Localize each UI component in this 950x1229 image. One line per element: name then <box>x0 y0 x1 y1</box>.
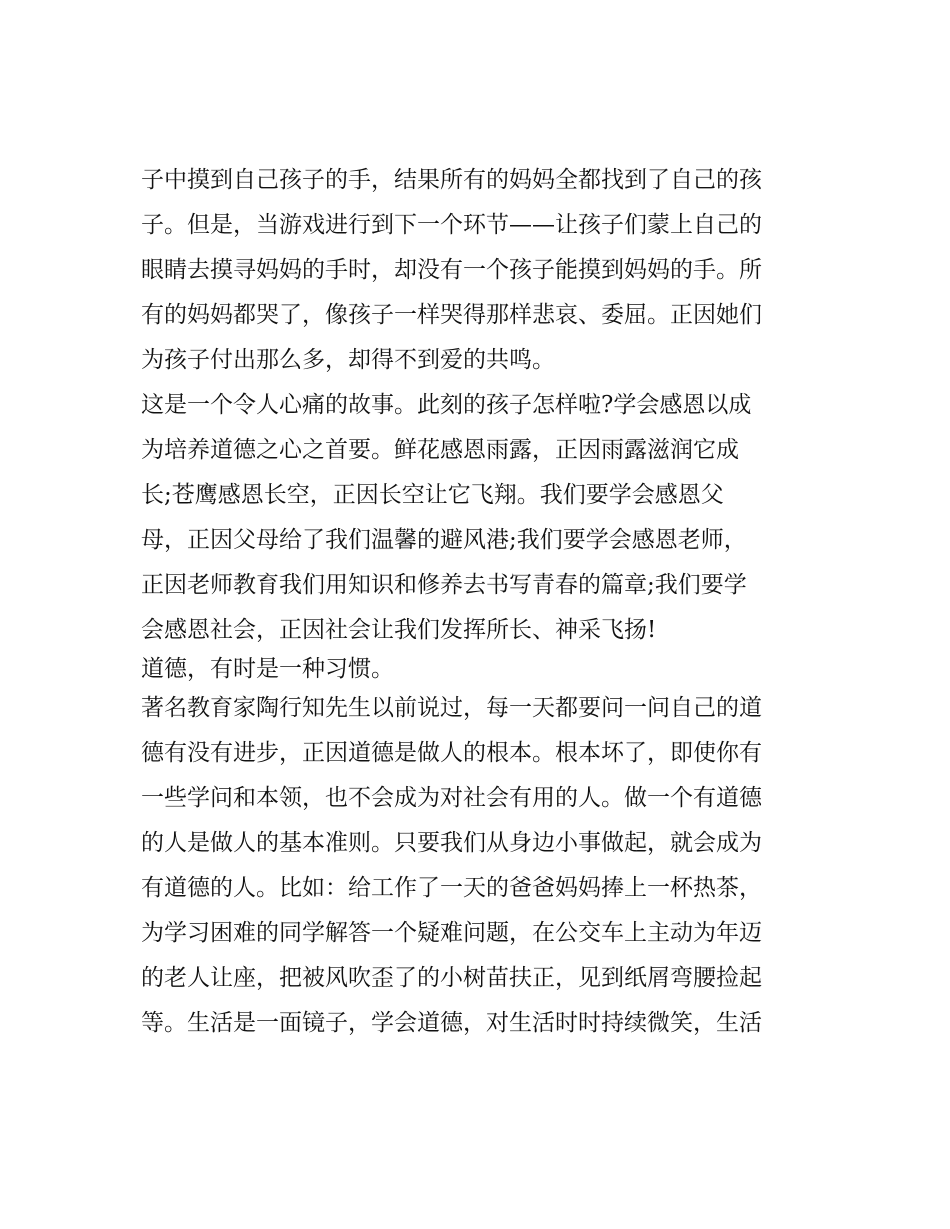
text-line: 这是一个令人心痛的故事。此刻的孩子怎样啦?学会感恩以成 <box>141 392 752 418</box>
text-line: 有的妈妈都哭了，像孩子一样哭得那样悲哀、委屈。正因她们 <box>141 302 762 328</box>
text-line: 子中摸到自己孩子的手，结果所有的妈妈全都找到了自己的孩 <box>141 167 762 193</box>
text-line: 长;苍鹰感恩长空，正因长空让它飞翔。我们要学会感恩父 <box>141 482 724 508</box>
text-line: 子。但是，当游戏进行到下一个环节——让孩子们蒙上自己的 <box>141 212 762 238</box>
text-line: 的人是做人的基本准则。只要我们从身边小事做起，就会成为 <box>141 830 762 856</box>
text-line: 等。生活是一面镜子，学会道德，对生活时时持续微笑，生活 <box>141 1010 762 1036</box>
body-text <box>141 161 821 1049</box>
text-line: 为培养道德之心之首要。鲜花感恩雨露，正因雨露滋润它成 <box>141 437 739 463</box>
text-line: 眼睛去摸寻妈妈的手时，却没有一个孩子能摸到妈妈的手。所 <box>141 257 762 283</box>
text-line: 正因老师教育我们用知识和修养去书写青春的篇章;我们要学 <box>141 572 747 598</box>
text-line: 为学习困难的同学解答一个疑难问题，在公交车上主动为年迈 <box>141 920 762 946</box>
text-line: 会感恩社会，正因社会让我们发挥所长、神采飞扬! <box>141 617 657 643</box>
text-line: 为孩子付出那么多，却得不到爱的共鸣。 <box>141 347 555 373</box>
text-line: 有道德的人。比如：给工作了一天的爸爸妈妈捧上一杯热茶， <box>141 875 762 901</box>
text-line: 的老人让座，把被风吹歪了的小树苗扶正，见到纸屑弯腰捡起 <box>141 965 762 991</box>
text-line: 母，正因父母给了我们温馨的避风港;我们要学会感恩老师， <box>141 527 747 553</box>
text-line: 著名教育家陶行知先生以前说过，每一天都要问一问自己的道 <box>141 695 762 721</box>
text-line: 一些学问和本领，也不会成为对社会有用的人。做一个有道德 <box>141 785 762 811</box>
text-line: 德有没有进步，正因道德是做人的根本。根本坏了，即使你有 <box>141 740 762 766</box>
text-line: 道德，有时是一种习惯。 <box>141 656 394 682</box>
